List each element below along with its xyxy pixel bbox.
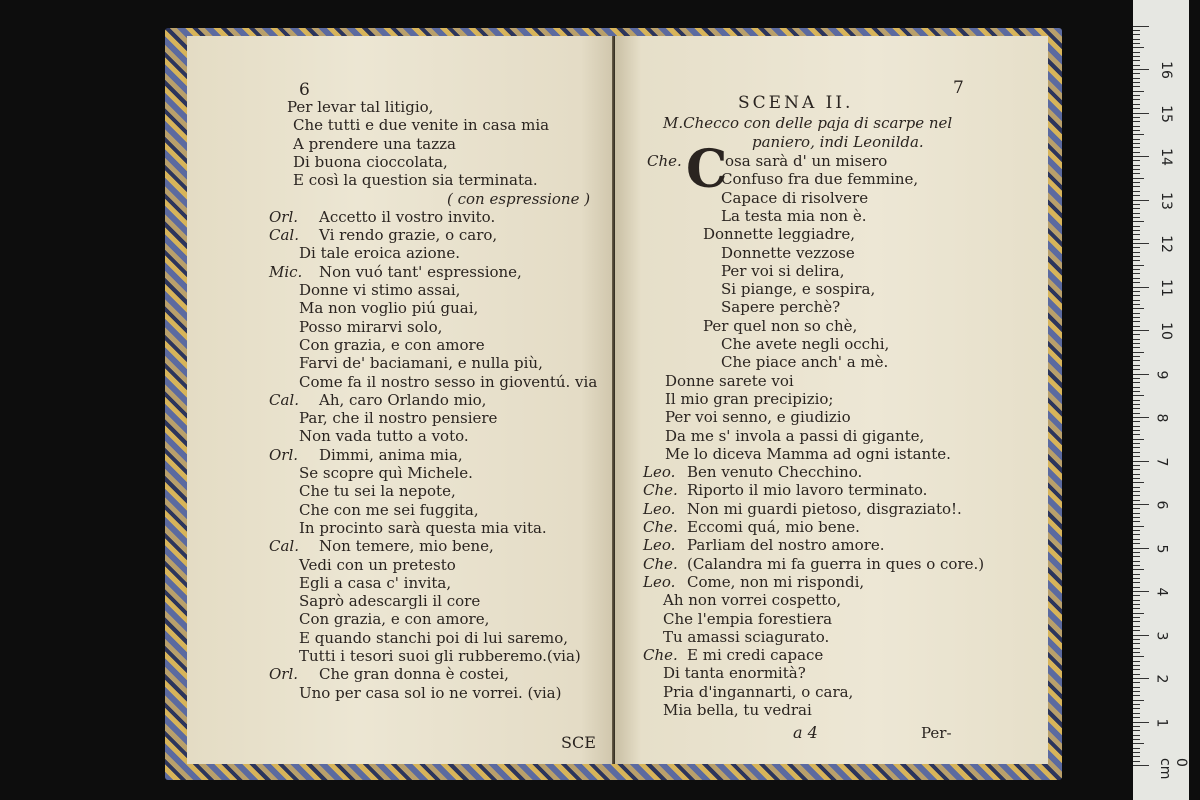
ruler-tick	[1133, 617, 1140, 618]
ruler-tick	[1133, 561, 1140, 562]
ruler-tick	[1133, 417, 1149, 418]
ruler-tick	[1133, 382, 1140, 383]
ruler-tick	[1133, 756, 1140, 757]
ruler-tick	[1133, 543, 1140, 544]
verse-line: Che avete negli occhi,	[721, 335, 890, 353]
ruler-number: 2	[1153, 674, 1170, 684]
ruler-tick	[1133, 221, 1144, 222]
ruler-tick	[1133, 178, 1144, 179]
ruler-tick	[1133, 500, 1140, 501]
ruler-tick	[1133, 548, 1149, 549]
ruler-tick	[1133, 404, 1140, 405]
verse-line: Vi rendo grazie, o caro,	[319, 226, 498, 245]
ruler-tick	[1133, 104, 1140, 105]
ruler-tick	[1133, 652, 1140, 653]
verse-line: Non vuó tant' espressione,	[319, 262, 522, 281]
ruler-tick	[1133, 621, 1140, 622]
ruler-tick	[1133, 574, 1140, 575]
verse-line: Pria d'ingannarti, o cara,	[663, 682, 854, 701]
ruler-tick	[1133, 347, 1140, 348]
ruler-tick	[1133, 200, 1149, 201]
verse-line: Non mi guardi pietoso, disgraziato!.	[687, 499, 962, 518]
ruler-tick	[1133, 113, 1149, 114]
verse-line: Non temere, mio bene,	[319, 537, 494, 556]
ruler-tick	[1133, 743, 1144, 744]
ruler-number: 13	[1157, 191, 1174, 210]
verse-line: Con grazia, e con amore	[299, 335, 485, 354]
ruler-tick	[1133, 273, 1140, 274]
ruler-tick	[1133, 352, 1144, 353]
ruler-tick	[1133, 504, 1149, 505]
ruler-tick	[1133, 256, 1140, 257]
ruler-tick	[1133, 317, 1140, 318]
ruler-tick	[1133, 295, 1140, 296]
ruler-tick	[1133, 539, 1140, 540]
ruler-tick	[1133, 517, 1140, 518]
speaker-label: Leo.	[643, 536, 676, 555]
ruler-tick	[1133, 413, 1140, 414]
ruler-tick	[1133, 613, 1144, 614]
ruler-tick	[1133, 695, 1140, 696]
ruler-tick	[1133, 321, 1140, 322]
ruler-tick	[1133, 65, 1140, 66]
verse-line: Donnette leggiadre,	[703, 225, 855, 244]
speaker-label: Cal.	[269, 537, 299, 556]
verse-line: Ma non voglio piú guai,	[299, 299, 479, 318]
verse-line: Dimmi, anima mia,	[319, 445, 463, 464]
ruler-number: 10	[1157, 322, 1174, 340]
verse-line: Di buona cioccolata,	[293, 152, 448, 171]
ruler-number: 1	[1153, 718, 1170, 727]
ruler-tick	[1133, 752, 1140, 753]
ruler-tick	[1133, 578, 1140, 579]
ruler-tick	[1133, 461, 1149, 462]
ruler-number: 6	[1153, 500, 1170, 510]
ruler-tick	[1133, 260, 1140, 261]
verse-line: Per quel non so chè,	[703, 316, 858, 335]
ruler-tick	[1133, 108, 1140, 109]
verse-line: Che con me sei fuggita,	[299, 500, 479, 519]
ruler-tick	[1133, 591, 1149, 592]
measurement-ruler	[1133, 0, 1189, 800]
ruler-tick	[1133, 204, 1140, 205]
verse-line: (Calandra mi fa guerra in ques o core.)	[687, 554, 985, 573]
ruler-number: 7	[1153, 457, 1170, 466]
ruler-number: 0 cm	[1157, 758, 1189, 780]
scene-title: SCENA II.	[738, 93, 854, 113]
ruler-tick	[1133, 526, 1144, 527]
ruler-tick	[1133, 600, 1140, 601]
verse-line: Non vada tutto a voto.	[299, 427, 469, 446]
ruler-tick	[1133, 43, 1140, 44]
ruler-tick	[1133, 661, 1140, 662]
ruler-tick	[1133, 369, 1140, 370]
catchword: SCE	[561, 733, 596, 752]
ruler-tick	[1133, 648, 1140, 649]
ruler-tick	[1133, 234, 1140, 235]
verse-line: Capace di risolvere	[721, 188, 869, 207]
ruler-tick	[1133, 395, 1144, 396]
speaker-label: Leo.	[643, 572, 676, 591]
ruler-tick	[1133, 426, 1140, 427]
ruler-tick	[1133, 360, 1140, 361]
ruler-tick	[1133, 565, 1140, 566]
verse-line: Che tutti e due venite in casa mia	[293, 116, 550, 135]
ruler-tick	[1133, 73, 1140, 74]
ruler-tick	[1133, 491, 1140, 492]
ruler-tick	[1133, 82, 1140, 83]
ruler-tick	[1133, 626, 1140, 627]
ruler-tick	[1133, 160, 1140, 161]
ruler-tick	[1133, 356, 1140, 357]
ruler-tick	[1133, 56, 1140, 57]
ruler-tick	[1133, 134, 1144, 135]
ruler-tick	[1133, 465, 1140, 466]
ruler-tick	[1133, 469, 1140, 470]
verse-line: Donne vi stimo assai,	[299, 281, 461, 299]
ruler-tick	[1133, 378, 1140, 379]
ruler-tick	[1133, 678, 1149, 679]
verse-line: Per voi si delira,	[721, 261, 845, 280]
ruler-tick	[1133, 282, 1140, 283]
ruler-tick	[1133, 447, 1140, 448]
ruler-tick	[1133, 152, 1140, 153]
ruler-tick	[1133, 117, 1140, 118]
catchword: Per-	[921, 724, 952, 742]
ruler-tick	[1133, 656, 1144, 657]
left-page	[187, 36, 615, 764]
ruler-tick	[1133, 604, 1140, 605]
ruler-tick	[1133, 69, 1149, 70]
ruler-tick	[1133, 508, 1140, 509]
ruler-tick	[1133, 474, 1140, 475]
ruler-tick	[1133, 47, 1144, 48]
verse-line: Che piace anch' a mè.	[721, 353, 889, 372]
verse-line: Ah, caro Orlando mio,	[319, 390, 487, 409]
ruler-tick	[1133, 95, 1140, 96]
ruler-tick	[1133, 608, 1140, 609]
verse-line: Donne sarete voi	[665, 371, 794, 390]
verse-line: La testa mia non è.	[721, 206, 867, 225]
verse-line: A prendere una tazza	[293, 134, 456, 153]
verse-line: Confuso fra due femmine,	[721, 170, 919, 189]
ruler-tick	[1133, 304, 1140, 305]
ruler-tick	[1133, 761, 1140, 762]
speaker-label: Che.	[643, 646, 678, 665]
ruler-number: 11	[1157, 278, 1174, 297]
ruler-tick	[1133, 330, 1149, 331]
ruler-tick	[1133, 343, 1140, 344]
ruler-tick	[1133, 452, 1140, 453]
right-page	[615, 36, 1048, 764]
ruler-tick	[1133, 39, 1140, 40]
verse-line: Come fa il nostro sesso in gioventú. via	[299, 372, 598, 391]
ruler-tick	[1133, 147, 1140, 148]
ruler-tick	[1133, 339, 1140, 340]
verse-line: Saprò adescargli il core	[299, 592, 481, 611]
ruler-tick	[1133, 682, 1140, 683]
ruler-number: 4	[1153, 587, 1170, 597]
ruler-tick	[1133, 635, 1149, 636]
ruler-tick	[1133, 52, 1140, 53]
speaker-label: Che.	[647, 152, 682, 170]
ruler-tick	[1133, 639, 1140, 640]
ruler-tick	[1133, 643, 1140, 644]
verse-line: Mia bella, tu vedrai	[663, 701, 812, 719]
verse-line: In procinto sarà questa mia vita.	[299, 518, 547, 537]
verse-line: Eccomi quá, mio bene.	[687, 518, 860, 536]
ruler-tick	[1133, 739, 1140, 740]
ruler-tick	[1133, 665, 1140, 666]
ruler-tick	[1133, 408, 1140, 409]
ruler-tick	[1133, 374, 1149, 375]
ruler-tick	[1133, 30, 1140, 31]
verse-line: osa sarà d' un misero	[725, 152, 888, 170]
verse-line: Sapere perchè?	[721, 298, 841, 317]
ruler-tick	[1133, 143, 1140, 144]
ruler-tick	[1133, 487, 1140, 488]
speaker-label: Orl.	[269, 665, 299, 684]
verse-line: Accetto il vostro invito.	[319, 207, 496, 226]
verse-line: Donnette vezzose	[721, 243, 855, 262]
ruler-tick	[1133, 478, 1140, 479]
ruler-tick	[1133, 130, 1140, 131]
ruler-tick	[1133, 365, 1140, 366]
stage-direction: paniero, indi Leonilda.	[752, 133, 924, 151]
ruler-number: 15	[1157, 104, 1174, 123]
ruler-tick	[1133, 713, 1140, 714]
verse-line: E così la question sia terminata.	[293, 171, 538, 190]
verse-line: Di tale eroica azione.	[299, 244, 460, 263]
ruler-tick	[1133, 691, 1140, 692]
ruler-tick	[1133, 595, 1140, 596]
page-number: 7	[953, 78, 964, 98]
verse-line: Come, non mi rispondi,	[687, 572, 865, 591]
ruler-tick	[1133, 704, 1140, 705]
ruler-tick	[1133, 674, 1140, 675]
speaker-label: Che.	[643, 481, 678, 500]
page-number: 6	[299, 80, 310, 100]
speaker-label: Orl.	[269, 445, 299, 464]
ruler-tick	[1133, 34, 1140, 35]
ruler-tick	[1133, 700, 1144, 701]
ruler-tick	[1133, 387, 1140, 388]
ruler-tick	[1133, 421, 1140, 422]
ruler-tick	[1133, 239, 1140, 240]
verse-line: Per voi senno, e giudizio	[665, 408, 851, 427]
verse-line: Che l'empia forestiera	[663, 609, 833, 628]
open-book	[165, 28, 1062, 780]
ruler-tick	[1133, 26, 1149, 27]
ruler-tick	[1133, 434, 1140, 435]
ruler-tick	[1133, 722, 1149, 723]
verse-line: Tutti i tesori suoi gli rubberemo.(via)	[299, 647, 581, 665]
ruler-tick	[1133, 126, 1140, 127]
ruler-tick	[1133, 430, 1140, 431]
verse-line: Ben venuto Checchino.	[687, 463, 863, 482]
ruler-number: 8	[1153, 413, 1170, 423]
ruler-tick	[1133, 169, 1140, 170]
ruler-tick	[1133, 569, 1144, 570]
ruler-tick	[1133, 226, 1140, 227]
ruler-tick	[1133, 708, 1140, 709]
ruler-tick	[1133, 208, 1140, 209]
ruler-tick	[1133, 247, 1140, 248]
ruler-tick	[1133, 86, 1140, 87]
ruler-tick	[1133, 391, 1140, 392]
ruler-tick	[1133, 730, 1140, 731]
verse-line: Se scopre quì Michele.	[299, 464, 473, 482]
verse-line: Di tanta enormità?	[663, 664, 806, 683]
verse-line: ( con espressione )	[447, 189, 591, 208]
signature-mark: a 4	[793, 723, 818, 742]
ruler-tick	[1133, 552, 1140, 553]
ruler-tick	[1133, 213, 1140, 214]
ruler-tick	[1133, 287, 1149, 288]
verse-line: Uno per casa sol io ne vorrei. (via)	[299, 683, 562, 702]
ruler-tick	[1133, 191, 1140, 192]
ruler-number: 14	[1157, 148, 1174, 166]
verse-line: Si piange, e sospira,	[721, 280, 876, 299]
ruler-tick	[1133, 735, 1140, 736]
ruler-tick	[1133, 121, 1140, 122]
ruler-tick	[1133, 726, 1140, 727]
ruler-tick	[1133, 139, 1140, 140]
speaker-label: Che.	[643, 554, 678, 573]
ruler-tick	[1133, 243, 1149, 244]
verse-line: Con grazia, e con amore,	[299, 610, 490, 629]
ruler-tick	[1133, 300, 1140, 301]
ruler-number: 12	[1157, 235, 1174, 253]
verse-line: Egli a casa c' invita,	[299, 573, 452, 592]
ruler-tick	[1133, 165, 1140, 166]
speaker-label: Cal.	[269, 226, 299, 245]
ruler-tick	[1133, 456, 1140, 457]
ruler-tick	[1133, 230, 1140, 231]
ruler-tick	[1133, 717, 1140, 718]
ruler-tick	[1133, 326, 1140, 327]
ruler-tick	[1133, 534, 1140, 535]
ruler-tick	[1133, 687, 1140, 688]
verse-line: E mi credi capace	[687, 646, 824, 665]
verse-line: Ah non vorrei cospetto,	[663, 591, 842, 610]
speaker-label: Leo.	[643, 463, 676, 482]
ruler-tick	[1133, 91, 1144, 92]
ruler-tick	[1133, 495, 1140, 496]
verse-line: Riporto il mio lavoro terminato.	[687, 481, 928, 500]
speaker-label: Orl.	[269, 207, 299, 226]
speaker-label: Che.	[643, 518, 678, 536]
ruler-number: 3	[1153, 631, 1170, 640]
ruler-tick	[1133, 313, 1140, 314]
ruler-tick	[1133, 291, 1140, 292]
ruler-tick	[1133, 513, 1140, 514]
speaker-label: Cal.	[269, 390, 299, 409]
ruler-tick	[1133, 308, 1144, 309]
verse-line: Vedi con un pretesto	[299, 555, 456, 574]
drop-cap: C	[686, 139, 728, 200]
ruler-tick	[1133, 156, 1149, 157]
ruler-number: 9	[1153, 370, 1170, 379]
ruler-tick	[1133, 765, 1149, 766]
ruler-tick	[1133, 630, 1140, 631]
ruler-tick	[1133, 269, 1140, 270]
ruler-tick	[1133, 400, 1140, 401]
verse-line: Farvi de' baciamani, e nulla più,	[299, 354, 543, 373]
ruler-tick	[1133, 521, 1140, 522]
ruler-tick	[1133, 78, 1140, 79]
verse-line: Posso mirarvi solo,	[299, 317, 443, 336]
ruler-tick	[1133, 582, 1140, 583]
speaker-label: Mic.	[269, 262, 303, 281]
ruler-tick	[1133, 217, 1140, 218]
ruler-tick	[1133, 265, 1144, 266]
verse-line: Par, che il nostro pensiere	[299, 409, 498, 428]
verse-line: Il mio gran precipizio;	[665, 389, 834, 408]
verse-line: Che gran donna è costei,	[319, 665, 509, 684]
ruler-tick	[1133, 439, 1144, 440]
ruler-tick	[1133, 443, 1140, 444]
ruler-tick	[1133, 195, 1140, 196]
verse-line: Tu amassi sciagurato.	[663, 627, 830, 646]
ruler-tick	[1133, 530, 1140, 531]
verse-line: Parliam del nostro amore.	[687, 536, 885, 555]
ruler-tick	[1133, 99, 1140, 100]
verse-line: Per levar tal litigio,	[287, 98, 434, 116]
verse-line: Che tu sei la nepote,	[299, 482, 456, 501]
ruler-number: 5	[1153, 544, 1170, 553]
ruler-tick	[1133, 748, 1140, 749]
ruler-tick	[1133, 669, 1140, 670]
stage-direction: M.Checco con delle paja di scarpe nel	[663, 114, 953, 132]
verse-line: E quando stanchi poi di lui saremo,	[299, 628, 569, 647]
ruler-tick	[1133, 252, 1140, 253]
ruler-tick	[1133, 173, 1140, 174]
ruler-tick	[1133, 334, 1140, 335]
ruler-tick	[1133, 482, 1144, 483]
speaker-label: Leo.	[643, 499, 676, 518]
verse-line: Me lo diceva Mamma ad ogni istante.	[665, 444, 951, 463]
ruler-tick	[1133, 60, 1140, 61]
verse-line: Da me s' invola a passi di gigante,	[665, 426, 925, 445]
ruler-tick	[1133, 186, 1140, 187]
ruler-number: 16	[1157, 61, 1174, 79]
ruler-tick	[1133, 556, 1140, 557]
ruler-tick	[1133, 182, 1140, 183]
ruler-tick	[1133, 587, 1140, 588]
ruler-tick	[1133, 278, 1140, 279]
